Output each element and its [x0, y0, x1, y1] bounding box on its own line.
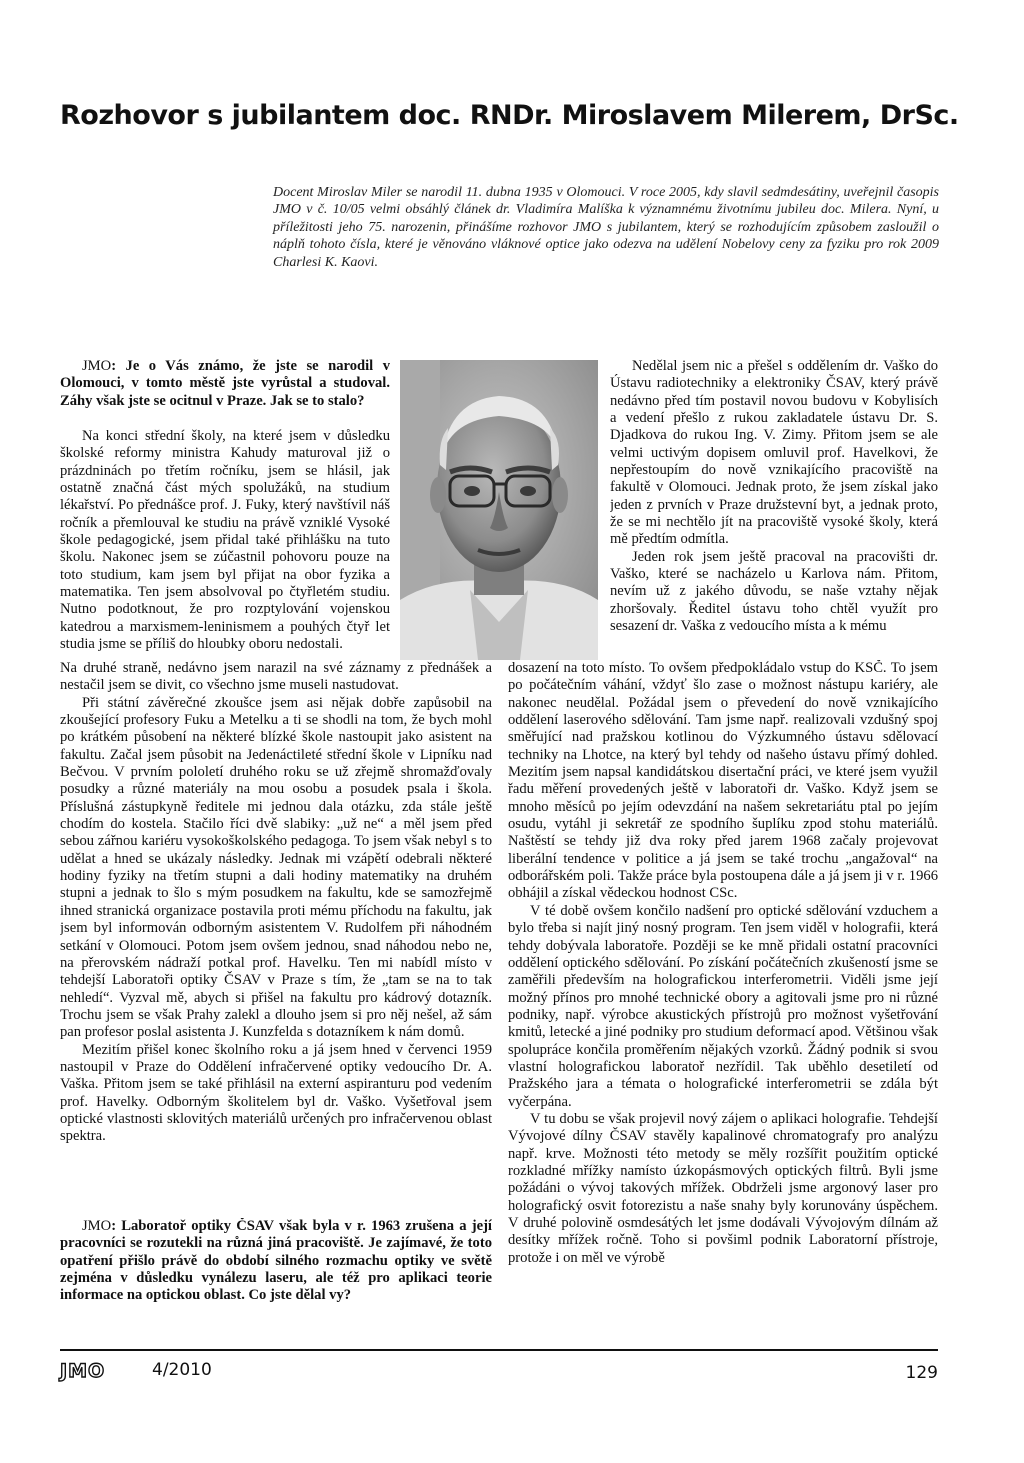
question-1	[60, 358, 390, 428]
article-title: Rozhovor s jubilantem doc. RNDr. Miroslavem Milerem, DrSc.	[60, 100, 959, 131]
portrait-photo	[400, 360, 598, 660]
answer-2-paragraph-2-end: dosazení na toto místo. To ovšem předpokládalo vstup do KSČ. To jsem po počátečním váhání, vždyť šlo zase o možnost nástupu kariéry, ale nakonec neudělal. Požádal jsem o převedení do nově vznikajícího oddělení laserového sdělování. Tam jsme např. realizovali vzdušný spoj směřující nad pražskou kotlinou do Výzkumného ústavu sdělovací techniky na Lhotce, na který byl tehdy od našeho ústavu přímý dohled. Mezitím jsem napsal kandidátskou disertační práci, ve které jsem využil řadu měření provedených ještě v laboratoři dr. Vaško. Když jsem se mnoho měsíců po jejím odevzdání na našem sekretariátu ptal po jejím osudu, vytáhl ji sekretář ze spodního šuplíku zpod stohu materiálů. Naštěstí se tehdy již dva roky před jarem 1968 začaly projevovat liberální tendence v politice a já jsem se také trochu „angažoval“ na odborářském poli. Takže práce byla postoupena dále a já jsem ji v r. 1966 obhájil a získal vědeckou hodnost CSc.	[508, 660, 938, 902]
question-2-text: : Laboratoř optiky ČSAV však byla v r. 1963 zrušena a její pracovníci se rozutekli na různá jiná pracoviště. Je zajímavé, že toto opatření přišlo právě do období silného rozmachu optiky ve světě zejména v důsledku vynálezu laseru, ale též pro aplikaci teorie informace na optickou oblast. Co jste dělal vy?	[60, 1218, 492, 1304]
question-1-text: : Je o Vás známo, že jste se narodil v Olomouci, v tomto městě jste vyrůstal a studoval. Záhy však jste se ocitnul v Praze. Jak se to stalo?	[60, 358, 390, 409]
answer-1-paragraph-1: Na konci střední školy, na které jsem v důsledku školské reformy ministra Kahudy maturoval již o prázdninách po třetím ročníku, jsem se hlásil, jak ostatně značná část mých spolužáků, na studium lékařství. Po přednášce prof. J. Fuky, který navštívil náš ročník a přemlouval ke studiu na právě vzniklé Vysoké škole pedagogické, jsem přidal také přihlášku na tuto školu. Nakonec jsem se zúčastnil pohovoru pouze na toto studium, kam jsem byl přijat na obor fyzika a matematika. Ten jsem absolvoval po čtyřletém studiu. Nutno podotknout, že pro rozptylování vojenskou katedrou a marxismem-leninismem a pouhých čtyř let studia jsme se příliš do hloubky oboru nedostali.	[60, 428, 390, 653]
issue-number: 4/2010	[152, 1360, 212, 1380]
journal-logo: JMO	[60, 1360, 106, 1382]
question-2	[60, 1218, 492, 1333]
answer-2-paragraph-4: V tu dobu se však projevil nový zájem o aplikaci holografie. Tehdejší Vývojové dílny ČSAV stavěly kapalinové chromatografy pro analýzu např. krve. Možnosti této metody se měly rozšířit použitím optické rozkladné mřížky namísto úzkopásmových optických filtrů. Byli jsme požádáni o vývoj takových mřížek. Obdrželi jsme argonový laser pro holografický osvit fotorezistu a naše snahy byly korunovány úspěchem. V druhé polovině osmdesátých let jsme dodávali Vývojovým dílnám až desítky mřížek ročně. Toho si povšiml podnik Laboratorní přístroje, protože i on měl ve výrobě	[508, 1110, 938, 1266]
answer-2-paragraph-1: Nedělal jsem nic a přešel s oddělením dr. Vaško do Ústavu radiotechniky a elektroniky ČSAV, který právě nedávno před tím postavil novou budovu v Kobylisích a vedení přešlo z rukou zakladatele ústavu Dr. S. Djadkova do rukou Ing. V. Zimy. Přitom jsem se ale velmi uctivým dopisem omluvil prof. Havelkovi, že nepřestoupím do nově vznikajícího pracoviště na fakultě v Olomouci. Jednak proto, že jsem získal jako jeden z prvních v Praze družstevní byt, a jednak proto, že se mi nechtělo jít na pracoviště vysoké školy, která mě předtím odmítla.	[610, 358, 938, 548]
answer-1-column-bottom	[60, 660, 492, 1215]
answer-1-paragraph-1-end: Na druhé straně, nedávno jsem narazil na své záznamy z přednášek a nestačil jsem se divit, co všechno jsme museli nastudovat.	[60, 660, 492, 694]
answer-1-paragraph-2: Při státní závěrečné zkoušce jsem asi nějak dobře zapůsobil na zkoušející profesory Fuku a Metelku a ti se shodli na tom, že bych mohl po krátkém působení na některé blízké škole nastoupit jako asistent na fakultu. Začal jsem působit na Jedenáctileté střední škole v Lipníku nad Bečvou. V prvním pololetí druhého roku se už zřejmě shromažďovaly posudky a různé materiály na mou osobu a posudek psala i škola. Příslušná zástupkyně ředitele mi jednou dala otázku, zda stále ještě chodím do kostela. Stačilo říci dvě slabiky: „už ne“ a měl jsem před sebou zářnou kariéru vysokoškolského pedagoga. To jsem však nebyl s to udělat a hned se ukázaly následky. Jednak mi vzápětí odebrali některé hodiny fyziky na třetím stupni a dali hodiny matematiky na druhém stupni a jednak to šlo s mým posudkem na fakultu, kde se samozřejmě ihned stranická organizace postavila proti mému příchodu na fakultu, jak jsem byl informován odborným asistentem V. Rudolfem při náhodném setkání v Olomouci. Potom jsem ovšem jednou, snad náhodou nebo ne, na přerovském nádraží potkal prof. Havelku. Ten mi nabídl místo v tehdejší Laboratoři optiky ČSAV v Praze s tím, že „tam se na to tak nehledí“. Vyzval mě, abych si přišel na fakultu pro kádrový dotazník. Trochu jsem se však Prahy zalekl a dlouho jsem si pro něj nešel, až sám pan profesor poslal asistenta J. Kunzfelda s dotazníkem k nám domů.	[60, 694, 492, 1041]
page-number: 129	[905, 1363, 938, 1383]
answer-2-column-bottom	[508, 660, 938, 1335]
answer-2-paragraph-3: V té době ovšem končilo nadšení pro optické sdělování vzduchem a bylo třeba si najít jiný nosný program. Ten jsem viděl v holografii, která tehdy dobývala laboratoře. Později se ke mně přidali ostatní pracovníci oddělení optického sdělování. Po získání počátečních zkušeností jsme se zaměřili především na holografickou interferometrii. Viděli jsme její možný přínos pro mnohé technické obory a agitovali jsme pro ni různé podniky, např. výrobce akustických přístrojů pro možnost vyšetřování kmitů, letecké a jiné podniky pro studium deformací apod. Většinou však spolupráce končila proměřením nějakých vzorků. Žádný podnik si svou vlastní holografickou laboratoř nezřídil. Tak uběhlo desetiletí od Pražského jara a témata o holografické interferometrii se zdála být vyčerpána.	[508, 902, 938, 1110]
footer-rule	[60, 1349, 938, 1351]
portrait-image	[400, 360, 598, 660]
question-1-prefix: JMO	[82, 358, 112, 374]
answer-1-column	[60, 428, 390, 660]
answer-1-paragraph-3: Mezitím přišel konec školního roku a já jsem hned v červenci 1959 nastoupil v Praze do Oddělení infračervené optiky vedoucího Dr. A. Vaška. Přitom jsem se také přihlásil na externí aspiranturu pod vedením prof. Havelky. Odborným školitelem byl dr. Vaško. Vyšetřoval jsem optické vlastnosti sklovitých materiálů určených pro infračervenou oblast spektra.	[60, 1041, 492, 1145]
question-2-prefix: JMO	[82, 1218, 112, 1234]
answer-2-paragraph-2-start: Jeden rok jsem ještě pracoval na pracovišti dr. Vaško, které se nacházelo u Karlova nám. Přitom, nevím už z jakého důvodu, se naše vztahy nějak zhoršovaly. Ředitel ústavu toho chtěl využít pro sesazení dr. Vaška z vedoucího místa a k mému	[610, 548, 938, 635]
answer-2-column-top	[610, 358, 938, 660]
article-lead: Docent Miroslav Miler se narodil 11. dubna 1935 v Olomouci. V roce 2005, kdy slavil sedmdesátiny, uveřejnil časopis JMO v č. 10/05 velmi obsáhlý článek dr. Vladimíra Malíška k významnému životnímu jubileu doc. Milera. Nyní, u příležitosti jeho 75. narozenin, přinášíme rozhovor JMO s jubilantem, který se rozhodujícím způsobem zasloužil o náplň tohoto čísla, které je věnováno vláknové optice jako odezva na udělení Nobelovy ceny za fyziku pro rok 2009 Charlesi K. Kaovi.	[273, 185, 939, 270]
